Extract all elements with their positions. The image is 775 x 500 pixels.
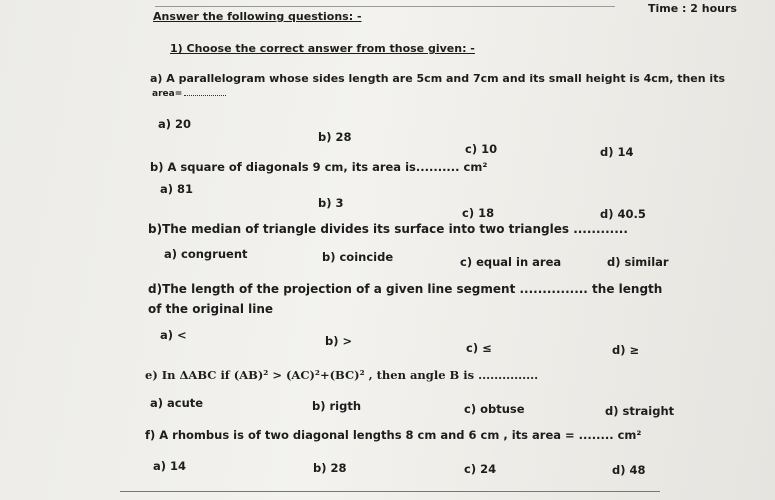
question-e-text: e) In ΔABC if (AB)² > (AC)²+(BC)² , then angle B is ...............	[145, 368, 539, 382]
option: a) acute	[150, 396, 204, 410]
question-a-text: a) A parallelogram whose sides length are 5cm and 7cm and its small height is 4cm, then its	[150, 72, 726, 85]
option: b) rigth	[312, 399, 362, 413]
option: d) 14	[600, 145, 634, 159]
option: c) 18	[462, 206, 495, 220]
option: d) straight	[605, 404, 675, 418]
question-a-area	[152, 89, 226, 99]
option: c) 24	[464, 462, 497, 476]
option: c) ≤	[466, 341, 492, 355]
option: d) ≥	[612, 343, 640, 357]
option: b) 3	[318, 196, 344, 210]
question-f-text: f) A rhombus is of two diagonal lengths 8 cm and 6 cm , its area = ........ cm²	[145, 428, 642, 442]
option: b) 28	[313, 461, 347, 475]
option: a) 20	[158, 117, 192, 131]
section-1-title: 1) Choose the correct answer from those given: -	[170, 42, 475, 55]
option: a) <	[160, 328, 187, 342]
option: a) congruent	[164, 247, 248, 261]
option: b) 28	[318, 130, 352, 144]
answer-blank	[184, 95, 226, 96]
top-rule	[155, 6, 615, 7]
question-b-text: b) A square of diagonals 9 cm, its area is.......... cm²	[150, 160, 488, 174]
option: d) similar	[607, 255, 669, 269]
option: c) 10	[465, 142, 498, 156]
option: b) coincide	[322, 250, 394, 264]
time-label: Time : 2 hours	[648, 2, 737, 15]
heading: Answer the following questions: -	[153, 10, 362, 23]
option: a) 14	[153, 459, 187, 473]
option: c) equal in area	[460, 255, 562, 269]
option: c) obtuse	[464, 402, 525, 416]
option: d) 40.5	[600, 207, 646, 221]
bottom-rule	[120, 491, 660, 492]
option: b) >	[325, 334, 353, 348]
question-d-text2: of the original line	[148, 302, 274, 316]
option: a) 81	[160, 182, 194, 196]
question-a-area-label: area=	[152, 89, 183, 99]
option: d) 48	[612, 463, 646, 477]
question-median-text: b)The median of triangle divides its surface into two triangles ............	[148, 222, 628, 236]
question-d-text: d)The length of the projection of a given line segment ............... the length	[148, 282, 663, 296]
